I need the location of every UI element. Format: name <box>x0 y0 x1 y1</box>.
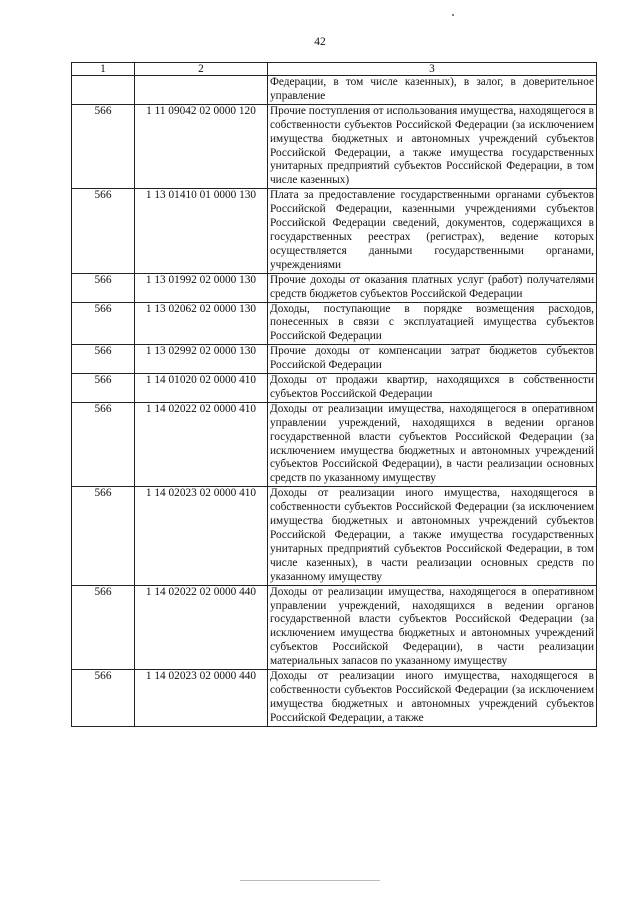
table-row <box>72 302 597 345</box>
revenue-description: Прочие доходы от оказания платных услуг (работ) получателями средств бюджетов субъектов Российской Федерации <box>268 273 597 302</box>
continuation-text: Федерации, в том числе казенных), в залог, в доверительное управление <box>268 76 597 105</box>
revenue-code: 1 13 02992 02 0000 130 <box>135 345 268 374</box>
admin-code: 566 <box>72 273 135 302</box>
revenue-code: 1 11 09042 02 0000 120 <box>135 104 268 188</box>
admin-code: 566 <box>72 487 135 585</box>
admin-code: 566 <box>72 345 135 374</box>
column-header-2: 2 <box>135 63 268 76</box>
revenue-description: Прочие поступления от использования имущества, находящегося в собственности субъектов Российской Федерации (за исключением имущества бюджетных и автономных учреждений субъектов Российской Федерации, а также имущества государственных унитарных предприятий субъектов Российской Федерации, в том числе казенных) <box>268 104 597 188</box>
page-number: 42 <box>314 36 326 48</box>
table-row <box>72 670 597 727</box>
revenue-description: Доходы от реализации имущества, находящегося в оперативном управлении учреждений, находящихся в ведении органов государственной власти субъектов Российской Федерации (за исключением имущества бюджетных и автономных учреждений субъектов Российской Федерации), в части реализации основных средств по указанному имуществу <box>268 402 597 486</box>
table-row <box>72 345 597 374</box>
table-row <box>72 402 597 486</box>
revenue-description: Доходы от реализации иного имущества, находящегося в собственности субъектов Российской Федерации (за исключением имущества бюджетных и автономных учреждений субъектов Российской Федерации, а также имущества государственных унитарных предприятий субъектов Российской Федерации, в том числе казенных), в части реализации основных средств по указанному имуществу <box>268 487 597 585</box>
header-row <box>72 63 597 76</box>
revenue-code: 1 14 02022 02 0000 410 <box>135 402 268 486</box>
revenue-description: Доходы от реализации имущества, находящегося в оперативном управлении учреждений, находящихся в ведении органов государственной власти субъектов Российской Федерации (за исключением имущества бюджетных и автономных учреждений субъектов Российской Федерации), в части реализации материальных запасов по указанному имуществу <box>268 585 597 669</box>
table-row <box>72 585 597 669</box>
revenue-code: 1 14 01020 02 0000 410 <box>135 374 268 403</box>
admin-code: 566 <box>72 374 135 403</box>
table-row <box>72 487 597 585</box>
revenue-code: 1 13 01992 02 0000 130 <box>135 273 268 302</box>
table-row <box>72 374 597 403</box>
table-row <box>72 104 597 188</box>
revenue-description: Доходы от продажи квартир, находящихся в собственности субъектов Российской Федерации <box>268 374 597 403</box>
revenue-code: 1 13 01410 01 0000 130 <box>135 189 268 273</box>
admin-code: 566 <box>72 585 135 669</box>
column-header-1: 1 <box>72 63 135 76</box>
revenue-code: 1 14 02022 02 0000 440 <box>135 585 268 669</box>
admin-code: 566 <box>72 302 135 345</box>
revenue-description: Доходы, поступающие в порядке возмещения расходов, понесенных в связи с эксплуатацией имущества субъектов Российской Федерации <box>268 302 597 345</box>
revenue-codes-table <box>71 62 597 727</box>
table-row <box>72 189 597 273</box>
revenue-code: 1 13 02062 02 0000 130 <box>135 302 268 345</box>
revenue-code: 1 14 02023 02 0000 410 <box>135 487 268 585</box>
column-header-3: 3 <box>268 63 597 76</box>
revenue-description: Доходы от реализации иного имущества, находящегося в собственности субъектов Российской Федерации (за исключением имущества бюджетных и автономных учреждений субъектов Российской Федерации, а также <box>268 670 597 727</box>
admin-code: 566 <box>72 402 135 486</box>
table-row <box>72 273 597 302</box>
revenue-code: 1 14 02023 02 0000 440 <box>135 670 268 727</box>
scan-speck <box>452 14 454 16</box>
admin-code: 566 <box>72 670 135 727</box>
revenue-description: Плата за предоставление государственными органами субъектов Российской Федерации, казенными учреждениями субъектов Российской Федерации сведений, документов, содержащихся в государственных реестрах (регистрах), ведение которых осуществляется данными государственными органами, учреждениями <box>268 189 597 273</box>
scan-edge-line <box>240 880 380 881</box>
continuation-row <box>72 76 597 105</box>
admin-code: 566 <box>72 104 135 188</box>
revenue-description: Прочие доходы от компенсации затрат бюджетов субъектов Российской Федерации <box>268 345 597 374</box>
admin-code: 566 <box>72 189 135 273</box>
